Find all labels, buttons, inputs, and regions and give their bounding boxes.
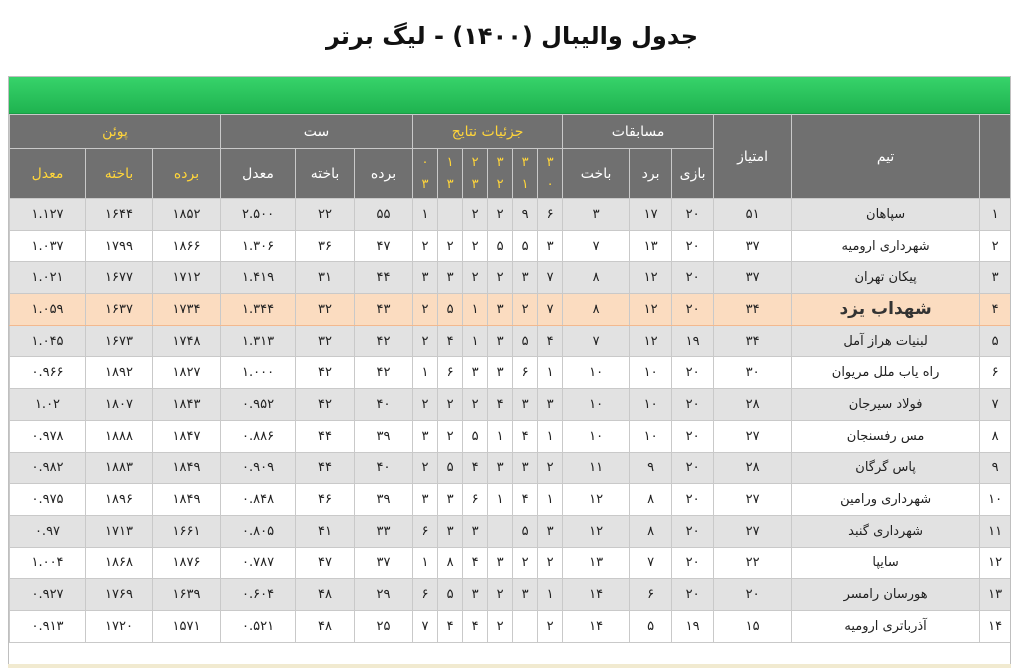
won-cell: ۶ bbox=[630, 579, 672, 611]
detail-0-3-cell: ۱ bbox=[413, 199, 438, 231]
rank-cell: ۷ bbox=[980, 389, 1011, 421]
sets-header: ست bbox=[221, 115, 413, 149]
sets-ratio-cell: ۰.۹۵۲ bbox=[221, 389, 296, 421]
sets-ratio-cell: ۲.۵۰۰ bbox=[221, 199, 296, 231]
detail-3-1-cell: ۴ bbox=[513, 484, 538, 516]
pts-lost-cell: ۱۸۶۸ bbox=[86, 547, 153, 579]
sets-lost-cell: ۴۸ bbox=[296, 579, 355, 611]
lost-cell: ۱۴ bbox=[563, 610, 630, 642]
detail-2-3-cell: ۶ bbox=[463, 484, 488, 516]
detail-3-2-cell: ۲ bbox=[488, 610, 513, 642]
played-cell: ۲۰ bbox=[672, 515, 714, 547]
rank-cell: ۶ bbox=[980, 357, 1011, 389]
lost-cell: ۱۰ bbox=[563, 420, 630, 452]
sets-lost-cell: ۴۴ bbox=[296, 452, 355, 484]
pts-won-cell: ۱۸۴۳ bbox=[153, 389, 221, 421]
sets-lost-cell: ۳۶ bbox=[296, 230, 355, 262]
detail-3-0-cell: ۶ bbox=[538, 199, 563, 231]
sets-lost-cell: ۲۲ bbox=[296, 199, 355, 231]
pts-won-cell: ۱۶۳۹ bbox=[153, 579, 221, 611]
sets-ratio-cell: ۱.۰۰۰ bbox=[221, 357, 296, 389]
rank-cell: ۲ bbox=[980, 230, 1011, 262]
points-cell: ۳۴ bbox=[714, 325, 792, 357]
detail-3-1-cell bbox=[513, 610, 538, 642]
team-name: آذرباتری ارومیه bbox=[792, 610, 980, 642]
sets-ratio-cell: ۱.۳۰۶ bbox=[221, 230, 296, 262]
pts-lost-cell: ۱۸۸۸ bbox=[86, 420, 153, 452]
won-cell: ۱۲ bbox=[630, 325, 672, 357]
detail-0-3-cell: ۲ bbox=[413, 294, 438, 326]
played-cell: ۲۰ bbox=[672, 199, 714, 231]
points-cell: ۲۷ bbox=[714, 484, 792, 516]
sets-lost-cell: ۴۷ bbox=[296, 547, 355, 579]
sets-won-cell: ۴۲ bbox=[355, 325, 413, 357]
played-cell: ۲۰ bbox=[672, 547, 714, 579]
played-cell: ۲۰ bbox=[672, 389, 714, 421]
detail-3-2-cell: ۳ bbox=[488, 325, 513, 357]
won-cell: ۷ bbox=[630, 547, 672, 579]
lost-header: باخت bbox=[563, 149, 630, 199]
standings-body bbox=[10, 199, 1011, 643]
detail-header-3-1: ۳ ۱ bbox=[513, 149, 538, 199]
table-row bbox=[10, 230, 1011, 262]
won-header: برد bbox=[630, 149, 672, 199]
pts-lost-cell: ۱۸۰۷ bbox=[86, 389, 153, 421]
lost-cell: ۱۴ bbox=[563, 579, 630, 611]
detail-0-3-cell: ۳ bbox=[413, 484, 438, 516]
detail-header-3-0: ۳ ۰ bbox=[538, 149, 563, 199]
sets-lost-cell: ۳۱ bbox=[296, 262, 355, 294]
rank-cell: ۵ bbox=[980, 325, 1011, 357]
detail-3-0-cell: ۳ bbox=[538, 389, 563, 421]
detail-1-3-cell: ۴ bbox=[438, 610, 463, 642]
detail-2-3-cell: ۱ bbox=[463, 325, 488, 357]
team-name: مس رفسنجان bbox=[792, 420, 980, 452]
detail-3-0-cell: ۱ bbox=[538, 579, 563, 611]
points-header: امتیاز bbox=[714, 115, 792, 199]
points-cell: ۲۲ bbox=[714, 547, 792, 579]
detail-header-0-3: ۰ ۳ bbox=[413, 149, 438, 199]
detail-3-2-cell: ۴ bbox=[488, 389, 513, 421]
points-cell: ۱۵ bbox=[714, 610, 792, 642]
detail-header-1-3: ۱ ۳ bbox=[438, 149, 463, 199]
detail-2-3-cell: ۴ bbox=[463, 610, 488, 642]
detail-3-1-cell: ۳ bbox=[513, 452, 538, 484]
pts-won-cell: ۱۸۴۹ bbox=[153, 484, 221, 516]
detail-3-1-cell: ۳ bbox=[513, 262, 538, 294]
won-cell: ۹ bbox=[630, 452, 672, 484]
detail-0-3-cell: ۶ bbox=[413, 515, 438, 547]
detail-3-1-cell: ۵ bbox=[513, 515, 538, 547]
rank-cell: ۱۳ bbox=[980, 579, 1011, 611]
detail-0-3-cell: ۲ bbox=[413, 389, 438, 421]
sets-won-cell: ۵۵ bbox=[355, 199, 413, 231]
detail-3-0-cell: ۷ bbox=[538, 294, 563, 326]
team-name: پاس گرگان bbox=[792, 452, 980, 484]
sets-won-cell: ۲۹ bbox=[355, 579, 413, 611]
pts-won-cell: ۱۸۴۷ bbox=[153, 420, 221, 452]
matches-header: مسابقات bbox=[563, 115, 714, 149]
detail-1-3-cell: ۳ bbox=[438, 515, 463, 547]
sets-won-cell: ۴۰ bbox=[355, 452, 413, 484]
won-cell: ۱۷ bbox=[630, 199, 672, 231]
page-title: جدول والیبال (۱۴۰۰) - لیگ برتر bbox=[325, 22, 699, 50]
pts-lost-cell: ۱۷۱۳ bbox=[86, 515, 153, 547]
detail-0-3-cell: ۶ bbox=[413, 579, 438, 611]
detail-3-0-cell: ۷ bbox=[538, 262, 563, 294]
lost-cell: ۱۱ bbox=[563, 452, 630, 484]
detail-3-0-cell: ۳ bbox=[538, 230, 563, 262]
detail-3-2-cell: ۱ bbox=[488, 420, 513, 452]
sets-won-cell: ۳۹ bbox=[355, 484, 413, 516]
rank-header bbox=[980, 115, 1011, 199]
pts-lost-cell: ۱۶۴۴ bbox=[86, 199, 153, 231]
detail-3-2-cell: ۳ bbox=[488, 294, 513, 326]
team-name: پیکان تهران bbox=[792, 262, 980, 294]
detail-3-1-cell: ۲ bbox=[513, 294, 538, 326]
pts-ratio-cell: ۱.۰۲ bbox=[10, 389, 86, 421]
pts-lost-cell: ۱۶۷۳ bbox=[86, 325, 153, 357]
team-name: سایپا bbox=[792, 547, 980, 579]
table-row bbox=[10, 199, 1011, 231]
table-row bbox=[10, 579, 1011, 611]
pts-won-header: برده bbox=[153, 149, 221, 199]
pts-won-cell: ۱۶۶۱ bbox=[153, 515, 221, 547]
pts-won-cell: ۱۸۴۹ bbox=[153, 452, 221, 484]
played-header: بازی bbox=[672, 149, 714, 199]
lost-cell: ۱۰ bbox=[563, 357, 630, 389]
team-name: لبنیات هراز آمل bbox=[792, 325, 980, 357]
table-row bbox=[10, 357, 1011, 389]
lost-cell: ۱۲ bbox=[563, 484, 630, 516]
lost-cell: ۱۰ bbox=[563, 389, 630, 421]
detail-3-1-cell: ۵ bbox=[513, 230, 538, 262]
pts-ratio-cell: ۰.۹۷۵ bbox=[10, 484, 86, 516]
pts-lost-cell: ۱۷۶۹ bbox=[86, 579, 153, 611]
won-cell: ۵ bbox=[630, 610, 672, 642]
detail-3-0-cell: ۲ bbox=[538, 610, 563, 642]
won-cell: ۱۲ bbox=[630, 294, 672, 326]
detail-1-3-cell: ۲ bbox=[438, 420, 463, 452]
detail-3-2-cell: ۳ bbox=[488, 547, 513, 579]
won-cell: ۱۳ bbox=[630, 230, 672, 262]
detail-2-3-cell: ۳ bbox=[463, 579, 488, 611]
pts-won-cell: ۱۵۷۱ bbox=[153, 610, 221, 642]
detail-2-3-cell: ۲ bbox=[463, 199, 488, 231]
detail-0-3-cell: ۷ bbox=[413, 610, 438, 642]
sets-ratio-cell: ۰.۸۰۵ bbox=[221, 515, 296, 547]
table-row bbox=[10, 262, 1011, 294]
table-row bbox=[10, 452, 1011, 484]
pts-won-cell: ۱۸۲۷ bbox=[153, 357, 221, 389]
pts-won-cell: ۱۸۷۶ bbox=[153, 547, 221, 579]
detail-1-3-cell: ۵ bbox=[438, 452, 463, 484]
pts-ratio-cell: ۱.۱۲۷ bbox=[10, 199, 86, 231]
rank-cell: ۱۲ bbox=[980, 547, 1011, 579]
sets-ratio-cell: ۰.۸۸۶ bbox=[221, 420, 296, 452]
detail-3-0-cell: ۴ bbox=[538, 325, 563, 357]
detail-3-2-cell bbox=[488, 515, 513, 547]
pts-lost-cell: ۱۶۷۷ bbox=[86, 262, 153, 294]
rank-cell: ۴ bbox=[980, 294, 1011, 326]
table-row bbox=[10, 325, 1011, 357]
detail-3-0-cell: ۲ bbox=[538, 452, 563, 484]
details-header: جزئیات نتایج bbox=[413, 115, 563, 149]
detail-1-3-cell: ۵ bbox=[438, 579, 463, 611]
pts-lost-cell: ۱۸۸۳ bbox=[86, 452, 153, 484]
detail-3-0-cell: ۳ bbox=[538, 515, 563, 547]
won-cell: ۱۲ bbox=[630, 262, 672, 294]
pts-ratio-cell: ۱.۰۰۴ bbox=[10, 547, 86, 579]
detail-0-3-cell: ۳ bbox=[413, 262, 438, 294]
points-cell: ۵۱ bbox=[714, 199, 792, 231]
points-cell: ۲۷ bbox=[714, 515, 792, 547]
sets-ratio-cell: ۰.۶۰۴ bbox=[221, 579, 296, 611]
lost-cell: ۳ bbox=[563, 199, 630, 231]
detail-header-3-2: ۳ ۲ bbox=[488, 149, 513, 199]
pts-ratio-header: معدل bbox=[10, 149, 86, 199]
detail-3-0-cell: ۱ bbox=[538, 357, 563, 389]
pts-lost-header: باخته bbox=[86, 149, 153, 199]
detail-1-3-cell: ۳ bbox=[438, 484, 463, 516]
standings-panel bbox=[8, 76, 1011, 668]
sets-ratio-header: معدل bbox=[221, 149, 296, 199]
detail-1-3-cell bbox=[438, 199, 463, 231]
pts-lost-cell: ۱۸۹۶ bbox=[86, 484, 153, 516]
sets-lost-cell: ۳۲ bbox=[296, 325, 355, 357]
sets-ratio-cell: ۰.۹۰۹ bbox=[221, 452, 296, 484]
lost-cell: ۸ bbox=[563, 262, 630, 294]
detail-2-3-cell: ۲ bbox=[463, 262, 488, 294]
detail-3-2-cell: ۲ bbox=[488, 579, 513, 611]
detail-2-3-cell: ۱ bbox=[463, 294, 488, 326]
detail-3-2-cell: ۱ bbox=[488, 484, 513, 516]
pts-won-cell: ۱۸۵۲ bbox=[153, 199, 221, 231]
lost-cell: ۷ bbox=[563, 230, 630, 262]
pts-won-cell: ۱۷۴۸ bbox=[153, 325, 221, 357]
detail-header-2-3: ۲ ۳ bbox=[463, 149, 488, 199]
detail-3-2-cell: ۲ bbox=[488, 199, 513, 231]
played-cell: ۲۰ bbox=[672, 262, 714, 294]
sets-ratio-cell: ۱.۳۴۴ bbox=[221, 294, 296, 326]
sets-lost-header: باخته bbox=[296, 149, 355, 199]
lost-cell: ۱۳ bbox=[563, 547, 630, 579]
pts-ratio-cell: ۱.۰۵۹ bbox=[10, 294, 86, 326]
detail-3-2-cell: ۵ bbox=[488, 230, 513, 262]
detail-3-2-cell: ۳ bbox=[488, 357, 513, 389]
detail-3-1-cell: ۵ bbox=[513, 325, 538, 357]
pts-ratio-cell: ۱.۰۴۵ bbox=[10, 325, 86, 357]
detail-3-1-cell: ۳ bbox=[513, 579, 538, 611]
detail-2-3-cell: ۴ bbox=[463, 547, 488, 579]
played-cell: ۲۰ bbox=[672, 420, 714, 452]
points-cell: ۳۴ bbox=[714, 294, 792, 326]
played-cell: ۲۰ bbox=[672, 230, 714, 262]
sets-ratio-cell: ۱.۳۱۳ bbox=[221, 325, 296, 357]
table-row bbox=[10, 294, 1011, 326]
detail-0-3-cell: ۲ bbox=[413, 452, 438, 484]
team-name: شهرداری گنبد bbox=[792, 515, 980, 547]
points-cell: ۳۰ bbox=[714, 357, 792, 389]
points-cell: ۲۷ bbox=[714, 420, 792, 452]
sets-won-cell: ۲۵ bbox=[355, 610, 413, 642]
sets-lost-cell: ۴۴ bbox=[296, 420, 355, 452]
won-cell: ۸ bbox=[630, 484, 672, 516]
sets-lost-cell: ۴۱ bbox=[296, 515, 355, 547]
detail-3-1-cell: ۳ bbox=[513, 389, 538, 421]
detail-0-3-cell: ۱ bbox=[413, 357, 438, 389]
won-cell: ۸ bbox=[630, 515, 672, 547]
sets-lost-cell: ۴۲ bbox=[296, 357, 355, 389]
team-name: شهداب یزد bbox=[792, 294, 980, 326]
won-cell: ۱۰ bbox=[630, 389, 672, 421]
rank-cell: ۱۴ bbox=[980, 610, 1011, 642]
pts-won-cell: ۱۷۳۴ bbox=[153, 294, 221, 326]
won-cell: ۱۰ bbox=[630, 420, 672, 452]
standings-table bbox=[9, 114, 1011, 643]
pts-ratio-cell: ۱.۰۳۷ bbox=[10, 230, 86, 262]
detail-3-0-cell: ۲ bbox=[538, 547, 563, 579]
rank-cell: ۸ bbox=[980, 420, 1011, 452]
detail-1-3-cell: ۸ bbox=[438, 547, 463, 579]
rank-cell: ۹ bbox=[980, 452, 1011, 484]
detail-0-3-cell: ۲ bbox=[413, 325, 438, 357]
detail-3-1-cell: ۴ bbox=[513, 420, 538, 452]
detail-1-3-cell: ۳ bbox=[438, 262, 463, 294]
detail-3-1-cell: ۲ bbox=[513, 547, 538, 579]
sets-lost-cell: ۴۸ bbox=[296, 610, 355, 642]
detail-3-1-cell: ۹ bbox=[513, 199, 538, 231]
detail-2-3-cell: ۲ bbox=[463, 230, 488, 262]
detail-3-2-cell: ۲ bbox=[488, 262, 513, 294]
lost-cell: ۷ bbox=[563, 325, 630, 357]
detail-1-3-cell: ۵ bbox=[438, 294, 463, 326]
detail-0-3-cell: ۱ bbox=[413, 547, 438, 579]
pts-ratio-cell: ۰.۹۷ bbox=[10, 515, 86, 547]
table-row bbox=[10, 547, 1011, 579]
detail-0-3-cell: ۲ bbox=[413, 230, 438, 262]
sets-won-cell: ۳۷ bbox=[355, 547, 413, 579]
rank-cell: ۱۰ bbox=[980, 484, 1011, 516]
table-row bbox=[10, 484, 1011, 516]
played-cell: ۱۹ bbox=[672, 325, 714, 357]
played-cell: ۱۹ bbox=[672, 610, 714, 642]
detail-2-3-cell: ۴ bbox=[463, 452, 488, 484]
pts-ratio-cell: ۰.۹۶۶ bbox=[10, 357, 86, 389]
detail-1-3-cell: ۶ bbox=[438, 357, 463, 389]
sets-ratio-cell: ۰.۵۲۱ bbox=[221, 610, 296, 642]
table-row bbox=[10, 420, 1011, 452]
detail-1-3-cell: ۴ bbox=[438, 325, 463, 357]
team-name: فولاد سیرجان bbox=[792, 389, 980, 421]
pts-ratio-cell: ۰.۹۱۳ bbox=[10, 610, 86, 642]
detail-3-0-cell: ۱ bbox=[538, 484, 563, 516]
table-row bbox=[10, 389, 1011, 421]
lost-cell: ۸ bbox=[563, 294, 630, 326]
detail-1-3-cell: ۲ bbox=[438, 230, 463, 262]
played-cell: ۲۰ bbox=[672, 357, 714, 389]
detail-2-3-cell: ۳ bbox=[463, 357, 488, 389]
sets-lost-cell: ۴۶ bbox=[296, 484, 355, 516]
pts-ratio-cell: ۰.۹۸۲ bbox=[10, 452, 86, 484]
points-cell: ۲۰ bbox=[714, 579, 792, 611]
footer-line bbox=[8, 664, 1011, 668]
pts-lost-cell: ۱۸۹۲ bbox=[86, 357, 153, 389]
team-name: شهرداری ورامین bbox=[792, 484, 980, 516]
table-row bbox=[10, 515, 1011, 547]
sets-lost-cell: ۴۲ bbox=[296, 389, 355, 421]
pts-lost-cell: ۱۷۲۰ bbox=[86, 610, 153, 642]
team-name: شهرداری ارومیه bbox=[792, 230, 980, 262]
played-cell: ۲۰ bbox=[672, 452, 714, 484]
sets-ratio-cell: ۰.۷۸۷ bbox=[221, 547, 296, 579]
team-name: هورسان رامسر bbox=[792, 579, 980, 611]
green-header-bar bbox=[9, 77, 1010, 114]
played-cell: ۲۰ bbox=[672, 484, 714, 516]
team-name: سپاهان bbox=[792, 199, 980, 231]
sets-won-cell: ۴۷ bbox=[355, 230, 413, 262]
pts-ratio-cell: ۰.۹۲۷ bbox=[10, 579, 86, 611]
sets-won-cell: ۴۳ bbox=[355, 294, 413, 326]
team-name: راه یاب ملل مریوان bbox=[792, 357, 980, 389]
sets-won-cell: ۴۴ bbox=[355, 262, 413, 294]
rank-cell: ۳ bbox=[980, 262, 1011, 294]
detail-2-3-cell: ۵ bbox=[463, 420, 488, 452]
detail-3-0-cell: ۱ bbox=[538, 420, 563, 452]
sets-ratio-cell: ۱.۴۱۹ bbox=[221, 262, 296, 294]
sets-ratio-cell: ۰.۸۴۸ bbox=[221, 484, 296, 516]
detail-1-3-cell: ۲ bbox=[438, 389, 463, 421]
played-cell: ۲۰ bbox=[672, 579, 714, 611]
points-cell: ۳۷ bbox=[714, 262, 792, 294]
detail-3-1-cell: ۶ bbox=[513, 357, 538, 389]
pts-lost-cell: ۱۶۳۷ bbox=[86, 294, 153, 326]
lost-cell: ۱۲ bbox=[563, 515, 630, 547]
pts-won-cell: ۱۷۱۲ bbox=[153, 262, 221, 294]
sets-won-cell: ۴۲ bbox=[355, 357, 413, 389]
points-cell: ۳۷ bbox=[714, 230, 792, 262]
rank-cell: ۱۱ bbox=[980, 515, 1011, 547]
pts-lost-cell: ۱۷۹۹ bbox=[86, 230, 153, 262]
pts-ratio-cell: ۱.۰۲۱ bbox=[10, 262, 86, 294]
detail-2-3-cell: ۳ bbox=[463, 515, 488, 547]
won-cell: ۱۰ bbox=[630, 357, 672, 389]
detail-2-3-cell: ۲ bbox=[463, 389, 488, 421]
table-row bbox=[10, 610, 1011, 642]
sets-lost-cell: ۳۲ bbox=[296, 294, 355, 326]
sets-won-cell: ۳۳ bbox=[355, 515, 413, 547]
sets-won-cell: ۳۹ bbox=[355, 420, 413, 452]
pts-header: پوئن bbox=[10, 115, 221, 149]
pts-won-cell: ۱۸۶۶ bbox=[153, 230, 221, 262]
points-cell: ۲۸ bbox=[714, 389, 792, 421]
team-header: تیم bbox=[792, 115, 980, 199]
sets-won-cell: ۴۰ bbox=[355, 389, 413, 421]
pts-ratio-cell: ۰.۹۷۸ bbox=[10, 420, 86, 452]
played-cell: ۲۰ bbox=[672, 294, 714, 326]
points-cell: ۲۸ bbox=[714, 452, 792, 484]
rank-cell: ۱ bbox=[980, 199, 1011, 231]
sets-won-header: برده bbox=[355, 149, 413, 199]
detail-3-2-cell: ۳ bbox=[488, 452, 513, 484]
detail-0-3-cell: ۳ bbox=[413, 420, 438, 452]
